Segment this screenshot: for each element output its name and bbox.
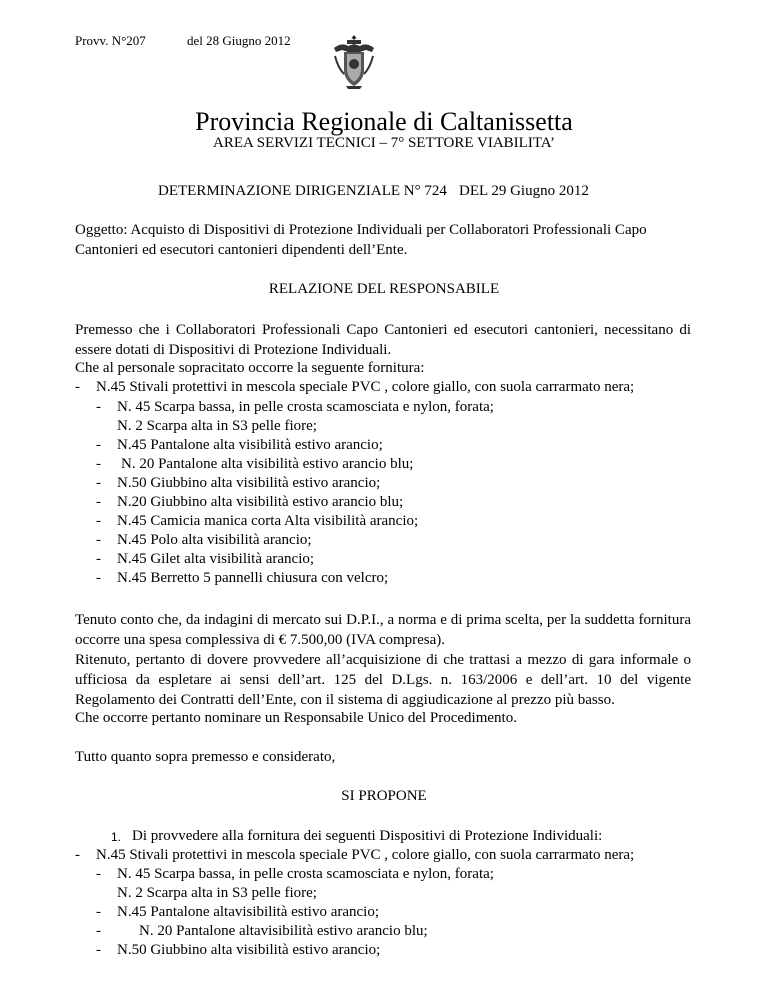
list-item: N. 45 Scarpa bassa, in pelle crosta scamosciata e nylon, forata;: [117, 399, 494, 415]
list-item: N.45 Polo alta visibilità arancio;: [117, 532, 312, 548]
list-dash: -: [96, 456, 101, 472]
determination-date: DEL 29 Giugno 2012: [459, 183, 589, 199]
paragraph-tenuto: Tenuto conto che, da indagini di mercato sui D.P.I., a norma e di prima scelta, per la suddetta fornitura occorre una spesa complessiva di € 7.500,00 (IVA compresa).: [75, 612, 691, 648]
list-dash: -: [96, 494, 101, 510]
list-item: N.20 Giubbino alta visibilità estivo arancio blu;: [117, 494, 404, 510]
list-item: N.45 Pantalone alta visibilità estivo arancio;: [117, 437, 383, 453]
page-title: Provincia Regionale di Caltanissetta: [195, 107, 573, 136]
paragraph-premesso: Premesso che i Collaboratori Professionali Capo Cantonieri ed esecutori cantonieri, necessitano di essere dotati di Dispositivi di Protezione Individuali.: [75, 322, 691, 358]
list-dash: -: [96, 904, 101, 920]
list-item: N. 20 Pantalone altavisibilità estivo arancio blu;: [139, 923, 428, 939]
subject-line-1: Oggetto: Acquisto di Dispositivi di Protezione Individuali per Collaboratori Professionali Capo: [75, 222, 647, 238]
list-item: N.45 Stivali protettivi in mescola speciale PVC , colore giallo, con suola carrarmato nera;: [96, 847, 635, 863]
list-dash: -: [96, 923, 101, 939]
list-item: N.45 Camicia manica corta Alta visibilità arancio;: [117, 513, 419, 529]
paragraph-che-personale: Che al personale sopracitato occorre la seguente fornitura:: [75, 360, 425, 376]
subject-line-2: Cantonieri ed esecutori cantonieri dipendenti dell’Ente.: [75, 242, 408, 258]
provv-date: del 28 Giugno 2012: [187, 33, 291, 48]
list-item: N.45 Gilet alta visibilità arancio;: [117, 551, 315, 567]
provv-number: Provv. N°207: [75, 33, 146, 48]
list-item: N. 2 Scarpa alta in S3 pelle fiore;: [117, 885, 317, 901]
list-dash: -: [96, 475, 101, 491]
list-item: N.45 Stivali protettivi in mescola speciale PVC , colore giallo, con suola carrarmato nera;: [96, 379, 635, 395]
list-dash: -: [96, 942, 101, 958]
list-dash: -: [96, 551, 101, 567]
list-dash: -: [96, 437, 101, 453]
list-dash: -: [75, 379, 80, 395]
list-dash: -: [96, 399, 101, 415]
list-item: N.50 Giubbino alta visibilità estivo arancio;: [117, 475, 381, 491]
list-item: N.50 Giubbino alta visibilità estivo arancio;: [117, 942, 381, 958]
list-item: N.45 Berretto 5 pannelli chiusura con velcro;: [117, 570, 389, 586]
list-dash: -: [96, 866, 101, 882]
section-heading-relazione: RELAZIONE DEL RESPONSABILE: [268, 281, 500, 297]
list-dash: -: [96, 513, 101, 529]
list-dash: -: [96, 532, 101, 548]
paragraph-ritenuto: Ritenuto, pertanto di dovere provvedere all’acquisizione di che trattasi a mezzo di gara informale o ufficiosa da espletare ai sensi dell’art. 125 del D.Lgs. n. 163/2006 e dell’art. 10 del vigente Regolamento dei Contratti dell’Ente, con il sistema di aggiudicazione al prezzo più basso.: [75, 652, 691, 708]
paragraph-tutto: Tutto quanto sopra premesso e considerato,: [75, 749, 336, 765]
paragraph-che-occorre: Che occorre pertanto nominare un Responsabile Unico del Procedimento.: [75, 710, 517, 726]
list-item: N. 45 Scarpa bassa, in pelle crosta scamosciata e nylon, forata;: [117, 866, 494, 882]
list-item: N. 20 Pantalone alta visibilità estivo arancio blu;: [121, 456, 414, 472]
determination-number: DETERMINAZIONE DIRIGENZIALE N° 724: [158, 183, 447, 199]
item-1-text: Di provvedere alla fornitura dei seguenti Dispositivi di Protezione Individuali:: [132, 828, 603, 844]
list-dash: -: [75, 847, 80, 863]
list-item: N. 2 Scarpa alta in S3 pelle fiore;: [117, 418, 317, 434]
item-number: 1.: [111, 830, 122, 844]
list-item: N.45 Pantalone altavisibilità estivo arancio;: [117, 904, 380, 920]
coat-of-arms-emblem: [330, 34, 378, 90]
list-dash: -: [96, 570, 101, 586]
page-subtitle: AREA SERVIZI TECNICI – 7° SETTORE VIABILITA’: [213, 135, 555, 151]
section-heading-si-propone: SI PROPONE: [341, 788, 427, 804]
